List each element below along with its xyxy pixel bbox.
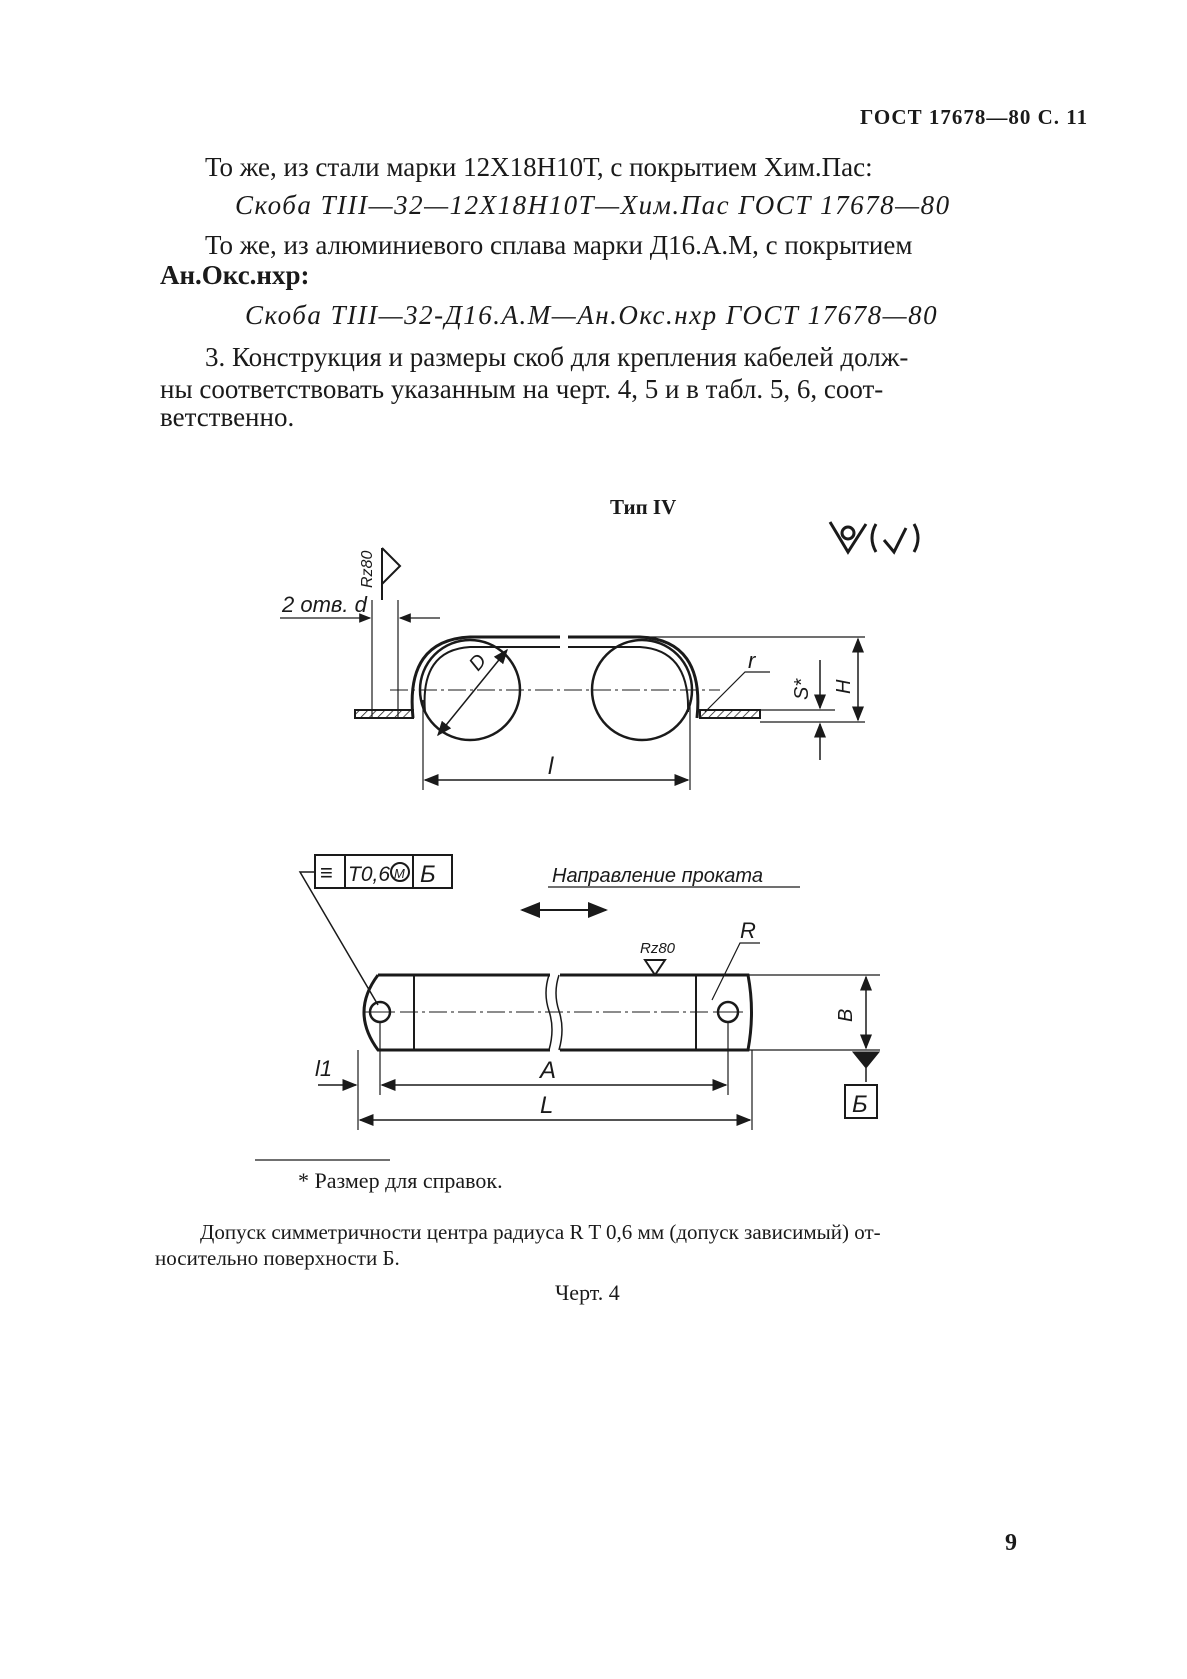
dim-l-label: l [548,753,554,780]
dim-H-label: H [833,679,855,694]
note-line1: Допуск симметричности центра радиуса R T 0,6 мм (допуск зависимый) от- [200,1220,881,1244]
rolling-direction-label: Направление проката [552,865,763,887]
dim-r-label: r [748,648,756,673]
dim-D-label: D [464,650,492,676]
dim-S-label: S* [791,678,813,700]
dim-A-label: A [540,1057,557,1084]
paragraph-3-line3: ветственно. [160,402,295,432]
dim-L-label: L [540,1092,554,1119]
footnote: * Размер для справок. [298,1168,503,1193]
tol-symbol: ≡ [320,860,333,885]
tol-value: T0,6 [348,863,391,886]
tol-datum: Б [420,861,436,888]
paragraph-steel-variant: То же, из стали марки 12Х18Н10Т, с покрытием Хим.Пас: [205,152,873,182]
paragraph-aluminium-line2: Ан.Окс.нхр: [160,260,310,290]
tol-modifier: M [394,866,405,881]
datum-B-label: Б [852,1091,868,1118]
figure-caption: Черт. 4 [555,1280,620,1305]
note-line2: носительно поверхности Б. [155,1246,400,1270]
type-title: Тип IV [610,495,677,519]
roughness-general-icon [830,522,918,552]
page-number: 9 [1005,1530,1017,1556]
rz-top-label: Rz80 [359,550,376,588]
clamp-plan-view [300,855,880,1130]
dim-R-label: R [740,918,756,943]
paragraph-3-line2: ны соответствовать указанным на черт. 4, 5 и в табл. 5, 6, соот- [160,374,884,404]
holes-label: 2 отв. d [282,592,367,617]
designation-steel: Скоба ТIII—32—12Х18Н10Т—Хим.Пас ГОСТ 17678—80 [235,190,951,220]
dim-l1-label: l1 [315,1056,333,1081]
rz-bottom-label: Rz80 [640,940,676,957]
designation-aluminium: Скоба ТIII—32-Д16.А.М—Ан.Окс.нхр ГОСТ 17678—80 [245,300,939,330]
dim-B-label: B [835,1008,857,1022]
paragraph-aluminium-line1: То же, из алюминиевого сплава марки Д16.А.М, с покрытием [205,230,913,260]
page-header: ГОСТ 17678—80 С. 11 [860,105,1089,129]
paragraph-3-line1: 3. Конструкция и размеры скоб для крепления кабелей долж- [205,342,909,372]
